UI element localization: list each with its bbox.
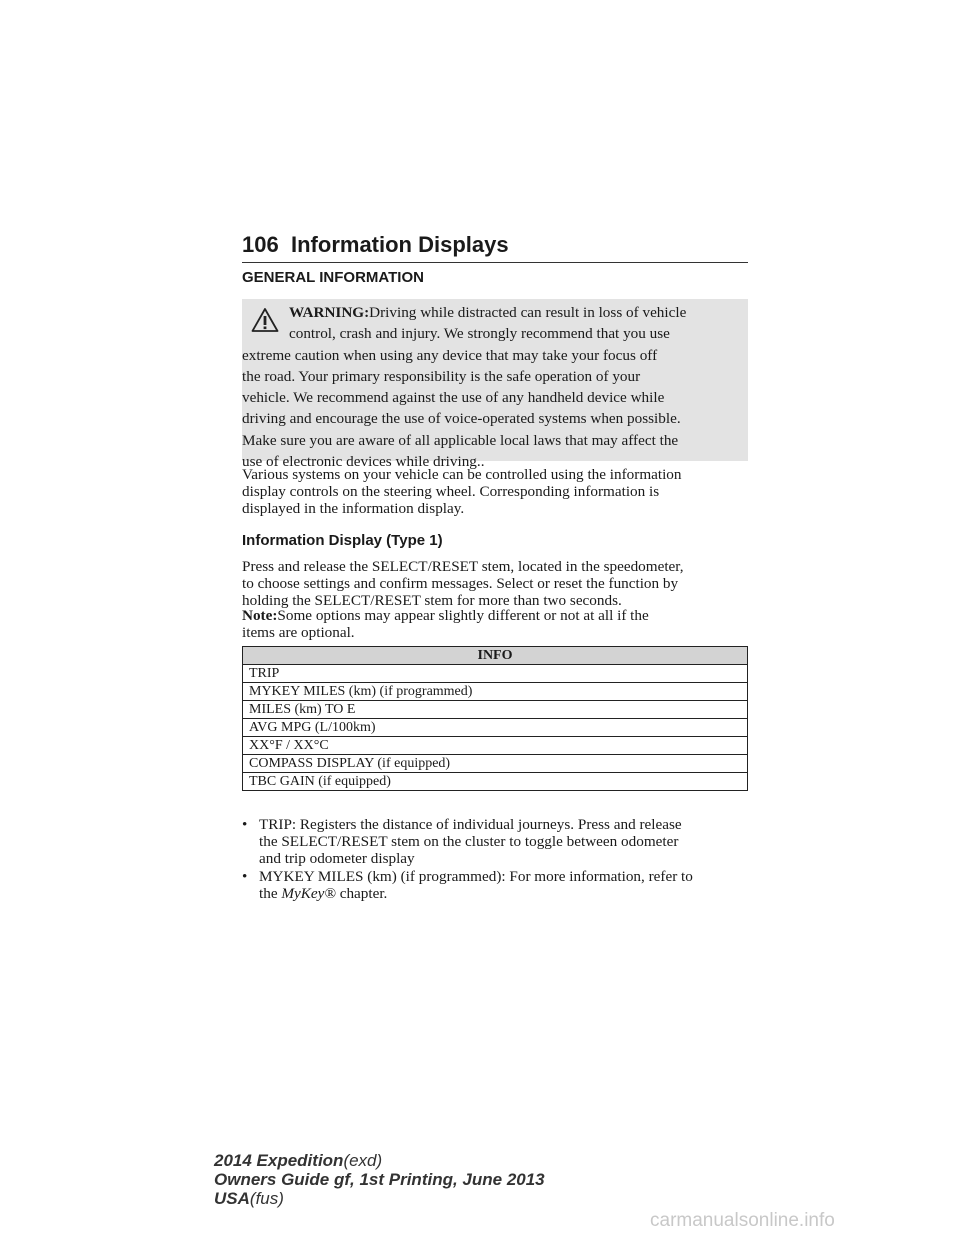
text-line: holding the SELECT/RESET stem for more than two seconds. (242, 592, 622, 609)
text-line: and trip odometer display (259, 850, 415, 867)
table-cell: MILES (km) TO E (243, 701, 748, 719)
table-row (243, 737, 748, 755)
bullet-icon: • (242, 816, 248, 833)
footer-model-code: (exd) (343, 1151, 383, 1170)
chapter-title: Information Displays (291, 232, 509, 257)
note-label: Note: (242, 607, 278, 624)
list-item (242, 816, 748, 867)
text-line: displayed in the information display. (242, 500, 465, 517)
table-row (243, 701, 748, 719)
table-row (243, 755, 748, 773)
text-line: Press and release the SELECT/RESET stem, located in the speedometer, (242, 558, 684, 575)
table-cell: COMPASS DISPLAY (if equipped) (243, 755, 748, 773)
warning-line: Make sure you are aware of all applicable local laws that may affect the (242, 431, 679, 449)
footer-region: USA (214, 1189, 250, 1208)
info-table (242, 646, 748, 791)
text-line: display controls on the steering wheel. Corresponding information is (242, 483, 660, 500)
text-line: MYKEY MILES (km) (if programmed): For more information, refer to (259, 868, 693, 885)
warning-line: vehicle. We recommend against the use of any handheld device while (242, 389, 665, 407)
text-line: items are optional. (242, 624, 355, 641)
table-cell: MYKEY MILES (km) (if programmed) (243, 683, 748, 701)
text-fragment: the (259, 885, 282, 902)
page-footer (214, 1151, 545, 1208)
warning-line: control, crash and injury. We strongly recommend that you use (289, 325, 670, 343)
warning-box (242, 299, 748, 471)
subsection-title: Information Display (Type 1) (242, 532, 443, 549)
intro-paragraph (242, 466, 748, 517)
warning-line: the road. Your primary responsibility is the safe operation of your (242, 367, 641, 385)
warning-line: use of electronic devices while driving.. (242, 453, 485, 471)
footer-region-code: (fus) (249, 1189, 284, 1208)
warning-line: extreme caution when using any device that may take your focus off (242, 346, 658, 364)
text-line: to choose settings and confirm messages. Select or reset the function by (242, 575, 679, 592)
warning-text (242, 302, 748, 472)
table-header-row (243, 647, 748, 665)
table-cell: TBC GAIN (if equipped) (243, 773, 748, 791)
text-line: the SELECT/RESET stem on the cluster to toggle between odometer (259, 833, 679, 850)
table-row (243, 683, 748, 701)
table-row (243, 773, 748, 791)
footer-model: 2014 Expedition (214, 1151, 344, 1170)
text-line: Some options may appear slightly different or not at all if the (277, 607, 649, 624)
warning-line: driving and encourage the use of voice-operated systems when possible. (242, 410, 681, 428)
section-title: GENERAL INFORMATION (242, 269, 424, 286)
text-line: Various systems on your vehicle can be controlled using the information (242, 466, 682, 483)
page-header (242, 228, 748, 263)
warning-label: WARNING: (289, 304, 370, 321)
table-row (243, 665, 748, 683)
mykey-chapter-link-text: MyKey® (281, 885, 336, 902)
bullet-icon: • (242, 868, 248, 885)
table-header-info: INFO (243, 647, 748, 665)
table-cell: AVG MPG (L/100km) (243, 719, 748, 737)
table-cell: XX°F / XX°C (243, 737, 748, 755)
warning-line: Driving while distracted can result in loss of vehicle (369, 304, 687, 321)
press-paragraph (242, 558, 748, 609)
note-paragraph (242, 607, 748, 641)
watermark: carmanualsonline.info (650, 1210, 835, 1231)
table-cell: TRIP (243, 665, 748, 683)
footer-printing: Owners Guide gf, 1st Printing, June 2013 (214, 1170, 545, 1189)
text-line: TRIP: Registers the distance of individual journeys. Press and release (259, 816, 682, 833)
table-row (243, 719, 748, 737)
page-number: 106 (242, 232, 279, 257)
text-fragment: chapter. (335, 885, 388, 902)
list-item (242, 868, 748, 902)
